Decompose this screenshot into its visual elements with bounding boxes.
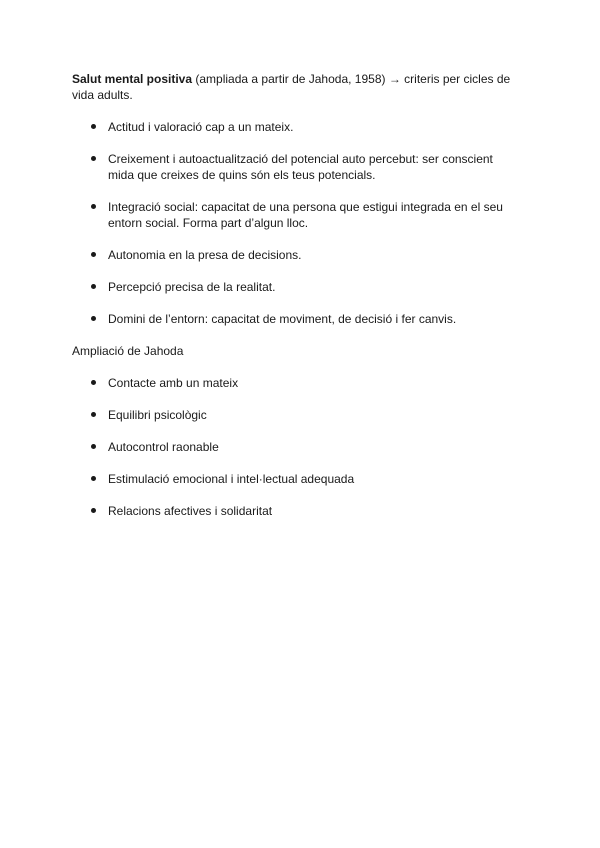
list-item-text: Estimulació emocional i intel·lectual adequada [108, 472, 355, 486]
bullet-icon [91, 444, 96, 449]
bullet-icon [91, 412, 96, 417]
list-item-text: Autocontrol raonable [108, 440, 219, 454]
list-item [72, 375, 522, 391]
bullet-icon [91, 316, 96, 321]
bullet-icon [91, 508, 96, 513]
list-item [72, 247, 522, 263]
list-item [72, 119, 522, 135]
bullet-icon [91, 284, 96, 289]
list-item [72, 199, 522, 231]
intro-paragraph [72, 71, 522, 103]
bullet-icon [91, 204, 96, 209]
intro-bold-title: Salut mental positiva [72, 72, 193, 86]
bullet-icon [91, 124, 96, 129]
list-item [72, 311, 522, 327]
criteria-list [72, 119, 522, 327]
bullet-icon [91, 380, 96, 385]
list-item [72, 407, 522, 423]
bullet-icon [91, 252, 96, 257]
list-item [72, 151, 522, 183]
list-item-text: Domini de l’entorn: capacitat de moviment, de decisió i fer canvis. [108, 312, 457, 326]
bullet-icon [91, 156, 96, 161]
document-page [72, 71, 522, 535]
bullet-icon [91, 476, 96, 481]
list-item-text: Contacte amb un mateix [108, 376, 239, 390]
list-item-text: Integració social: capacitat de una persona que estigui integrada en el seu entorn social. Forma part d’algun lloc. [108, 200, 503, 230]
amplification-list [72, 375, 522, 519]
list-item-text: Autonomia en la presa de decisions. [108, 248, 302, 262]
list-item [72, 503, 522, 519]
intro-text: (ampliada a partir de Jahoda, 1958) → criteris per cicles de vida adults. [72, 72, 511, 102]
list-item-text: Actitud i valoració cap a un mateix. [108, 120, 294, 134]
list-item-text: Creixement i autoactualització del potencial auto percebut: ser conscient mida que creixes de quins són els teus potencials. [108, 152, 493, 182]
list-item [72, 279, 522, 295]
list-item-text: Percepció precisa de la realitat. [108, 280, 276, 294]
amplification-heading: Ampliació de Jahoda [72, 344, 184, 358]
list-item-text: Equilibri psicològic [108, 408, 207, 422]
list-item-text: Relacions afectives i solidaritat [108, 504, 273, 518]
list-item [72, 471, 522, 487]
list-item [72, 439, 522, 455]
